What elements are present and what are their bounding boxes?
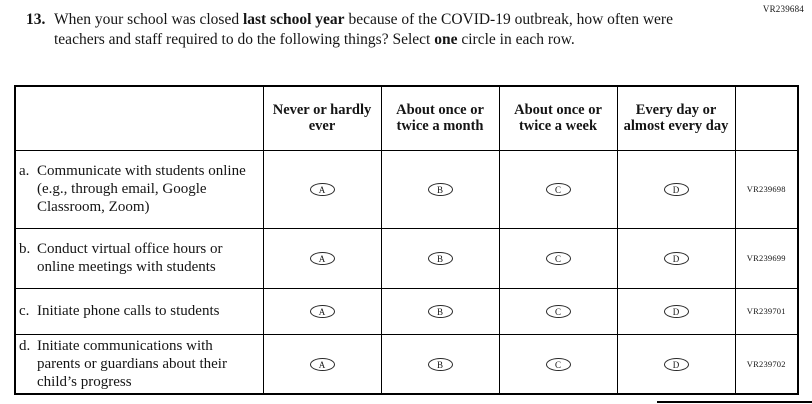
row-d-label-cell (15, 334, 263, 394)
table-row-a (15, 150, 798, 228)
row-d-bubble-d[interactable]: D (664, 358, 689, 371)
header-row (15, 86, 798, 150)
row-a-bubble-a[interactable]: A (310, 183, 335, 196)
row-b-letter: b. (19, 240, 31, 257)
row-a-code: VR239698 (735, 150, 798, 228)
row-b-code: VR239699 (735, 228, 798, 288)
header-every-day: Every day or almost every day (617, 86, 735, 150)
row-c-option-cell-3 (499, 288, 617, 334)
row-c-bubble-d[interactable]: D (664, 305, 689, 318)
row-b-option-cell-3 (499, 228, 617, 288)
bottom-crop-mark (657, 401, 812, 403)
row-d-code: VR239702 (735, 334, 798, 394)
row-b-option-cell-1 (263, 228, 381, 288)
row-d-bubble-b[interactable]: B (428, 358, 453, 371)
question-seg1: When your school was closed (54, 11, 243, 28)
row-c-label-cell (15, 288, 263, 334)
header-empty-label (15, 86, 263, 150)
question-seg4-bold: one (434, 30, 458, 48)
row-b-bubble-a[interactable]: A (310, 252, 335, 265)
row-a-label-cell (15, 150, 263, 228)
row-a-bubble-d[interactable]: D (664, 183, 689, 196)
question-seg5: circle in each row. (457, 30, 575, 48)
row-a-option-cell-3 (499, 150, 617, 228)
row-c-bubble-a[interactable]: A (310, 305, 335, 318)
row-a-bubble-b[interactable]: B (428, 183, 453, 196)
row-b-label-cell (15, 228, 263, 288)
row-d-option-cell-2 (381, 334, 499, 394)
row-a-option-cell-2 (381, 150, 499, 228)
row-c-option-cell-2 (381, 288, 499, 334)
row-b-option-cell-4 (617, 228, 735, 288)
row-a-option-cell-1 (263, 150, 381, 228)
row-c-bubble-b[interactable]: B (428, 305, 453, 318)
page-form-code: VR239684 (762, 4, 804, 14)
question-block (26, 10, 716, 50)
row-d-letter: d. (19, 337, 31, 354)
row-d-option-cell-3 (499, 334, 617, 394)
row-b-bubble-c[interactable]: C (546, 252, 571, 265)
response-grid (14, 85, 799, 395)
row-c-code: VR239701 (735, 288, 798, 334)
table-row-d (15, 334, 798, 394)
header-empty-code (735, 86, 798, 150)
row-c-bubble-c[interactable]: C (546, 305, 571, 318)
row-a-option-cell-4 (617, 150, 735, 228)
row-a-letter: a. (19, 162, 30, 179)
row-b-bubble-b[interactable]: B (428, 252, 453, 265)
question-seg2-bold: last school year (242, 11, 345, 28)
row-d-option-cell-4 (617, 334, 735, 394)
header-never: Never or hardly ever (263, 86, 381, 150)
row-a-bubble-c[interactable]: C (546, 183, 571, 196)
row-c-label: Initiate phone calls to students (37, 302, 220, 319)
row-c-option-cell-4 (617, 288, 735, 334)
row-b-bubble-d[interactable]: D (664, 252, 689, 265)
row-c-option-cell-1 (263, 288, 381, 334)
question-seg3: because of the COVID-19 outbreak, how often were teachers and staff required to do the following things? Select (54, 11, 673, 48)
table-row-c (15, 288, 798, 334)
row-d-option-cell-1 (263, 334, 381, 394)
row-c-letter: c. (19, 302, 30, 319)
row-a-label: Communicate with students online (e.g., through email, Google Classroom, Zoom) (37, 162, 246, 216)
row-d-label: Initiate communications with parents or guardians about their child’s progress (37, 337, 227, 391)
table-row-b (15, 228, 798, 288)
row-b-option-cell-2 (381, 228, 499, 288)
row-d-bubble-a[interactable]: A (310, 358, 335, 371)
row-b-label: Conduct virtual office hours or online meetings with students (37, 240, 223, 275)
question-number: 13. (26, 11, 46, 28)
question-text (54, 10, 716, 50)
header-once-month: About once or twice a month (381, 86, 499, 150)
row-d-bubble-c[interactable]: C (546, 358, 571, 371)
header-once-week: About once or twice a week (499, 86, 617, 150)
